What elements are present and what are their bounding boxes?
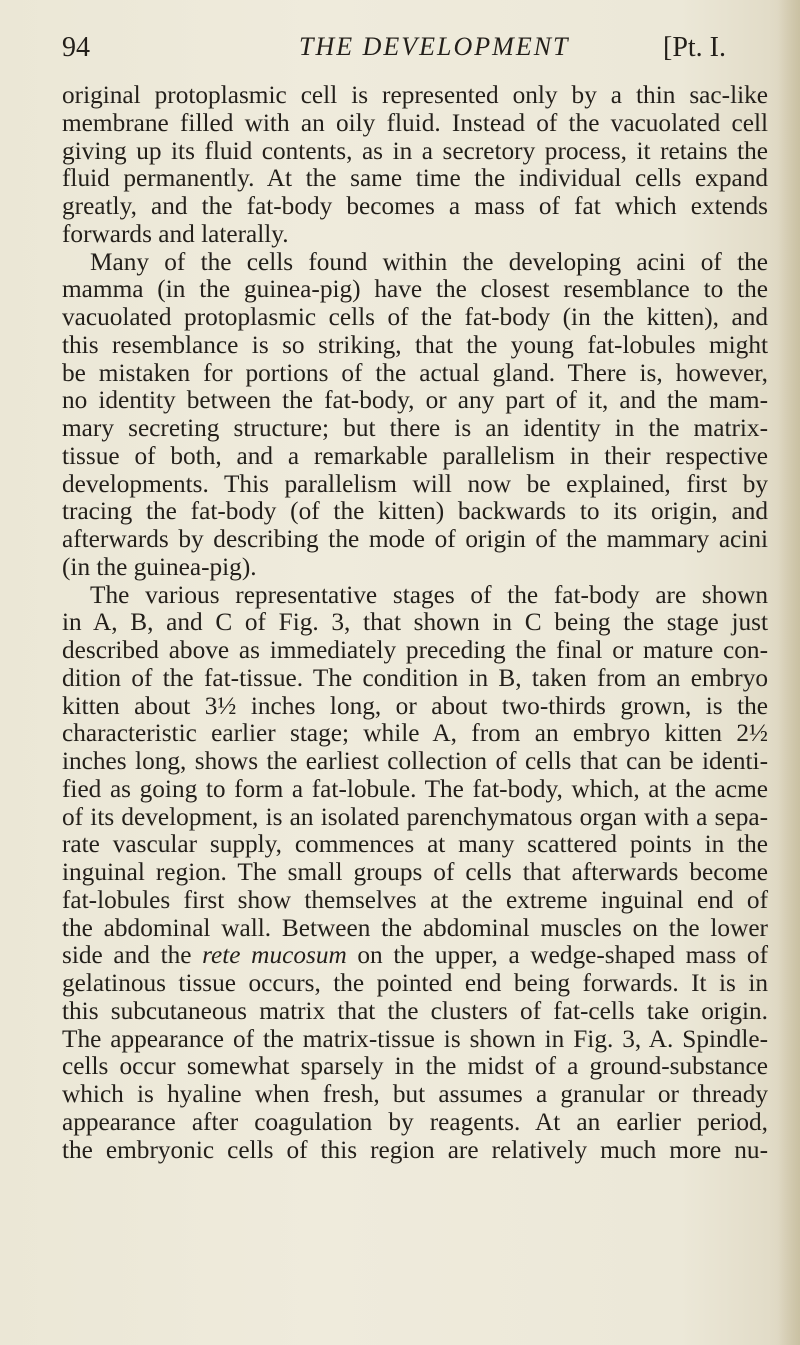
text-line: this subcutaneous matrix that the clusters of fat-cells take origin. — [62, 996, 768, 1025]
running-title: THE DEVELOPMENT — [299, 32, 570, 61]
text-line: mamma (in the guinea-pig) have the closest resemblance to the — [62, 275, 768, 304]
text-line: afterwards by describing the mode of origin of the mammary acini — [62, 525, 768, 553]
italic-term: rete mucosum — [202, 941, 347, 970]
text-line: The appearance of the matrix-tissue is shown in Fig. 3, A. Spindle- — [62, 1024, 768, 1053]
running-head — [62, 26, 762, 66]
text-line: appearance after coagulation by reagents. At an earlier period, — [62, 1107, 768, 1136]
text-line: in A, B, and C of Fig. 3, that shown in C being the stage just — [62, 608, 768, 637]
text-line: cells occur somewhat sparsely in the midst of a ground-substance — [62, 1052, 768, 1081]
page-edge-shadow — [778, 0, 800, 1345]
text-line: described above as immediately preceding the final or mature con- — [62, 636, 768, 664]
text-line: fied as going to form a fat-lobule. The fat-body, which, at the acme — [62, 774, 768, 803]
text-line: which is hyaline when fresh, but assumes a granular or thready — [62, 1080, 768, 1108]
text-line: of its development, is an isolated parenchymatous organ with a sepa- — [62, 802, 768, 831]
text-line: this resemblance is so striking, that the young fat-lobules might — [62, 330, 768, 359]
text-line: tissue of both, and a remarkable parallelism in their respective — [62, 441, 768, 470]
text-line: kitten about 3½ inches long, or about two-thirds grown, is the — [62, 691, 768, 720]
text-line: The various representative stages of the fat-body are shown — [90, 580, 768, 609]
text-line: (in the guinea-pig). — [62, 552, 257, 581]
text-line: developments. This parallelism will now be explained, first by — [62, 469, 768, 498]
body-text — [62, 82, 768, 1164]
text-line: vacuolated protoplasmic cells of the fat-body (in the kitten), and — [62, 303, 768, 331]
text-line: fat-lobules first show themselves at the extreme inguinal end of — [62, 885, 768, 914]
text-line: be mistaken for portions of the actual gland. There is, however, — [62, 358, 768, 387]
text-line: no identity between the fat-body, or any part of it, and the mam- — [62, 386, 768, 415]
text-line: gelatinous tissue occurs, the pointed end being forwards. It is in — [62, 969, 768, 997]
text-line: inches long, shows the earliest collection of cells that can be identi- — [62, 747, 768, 775]
text-line: characteristic earlier stage; while A, from an embryo kitten 2½ — [62, 719, 768, 748]
text-segment: side and the — [62, 941, 203, 970]
text-line: dition of the fat-tissue. The condition in B, taken from an embryo — [62, 663, 768, 692]
text-segment: on the upper, a wedge-shaped mass of — [346, 941, 769, 970]
text-line — [62, 942, 768, 970]
text-line: Many of the cells found within the developing acini of the — [90, 247, 768, 276]
text-line: the embryonic cells of this region are relatively much more nu- — [62, 1135, 768, 1164]
text-line: the abdominal wall. Between the abdominal muscles on the lower — [62, 913, 768, 942]
text-line: membrane filled with an oily fluid. Instead of the vacuolated cell — [62, 108, 768, 137]
text-line: rate vascular supply, commences at many scattered points in the — [62, 830, 768, 859]
text-line: fluid permanently. At the same time the individual cells expand — [62, 164, 768, 193]
text-line: inguinal region. The small groups of cells that afterwards become — [62, 858, 768, 886]
text-line: giving up its fluid contents, as in a secretory process, it retains the — [62, 136, 768, 165]
text-line: tracing the fat-body (of the kitten) backwards to its origin, and — [62, 497, 768, 526]
page-number: 94 — [62, 32, 90, 63]
text-line: forwards and laterally. — [62, 219, 289, 248]
text-line: original protoplasmic cell is represented only by a thin sac-like — [62, 81, 768, 109]
text-line: mary secreting structure; but there is an identity in the matrix- — [62, 414, 768, 442]
part-reference: [Pt. I. — [663, 32, 726, 63]
text-line: greatly, and the fat-body becomes a mass of fat which extends — [62, 192, 768, 220]
